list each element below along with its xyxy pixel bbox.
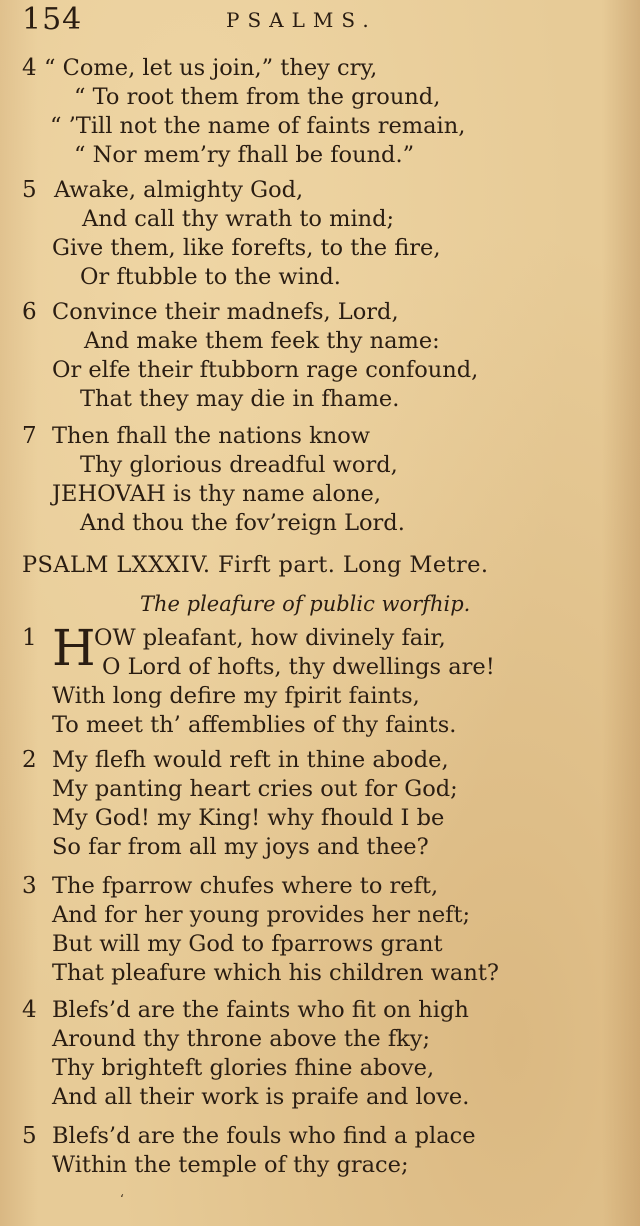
stanza-number: 5 xyxy=(22,177,37,203)
psalm-title: PSALM LXXXIV. Firft part. Long Metre. xyxy=(22,552,489,578)
verse-line: JEHOVAH is thy name alone, xyxy=(52,481,381,507)
verse-line: Or ftubble to the wind. xyxy=(80,264,341,290)
verse-line: My God! my King! why fhould I be xyxy=(52,805,445,831)
stanza-number: 4 xyxy=(22,997,37,1023)
verse-line: To meet th’ affemblies of thy faints. xyxy=(52,712,457,738)
stanza-number: 3 xyxy=(22,873,37,899)
footer-mark: ‘ xyxy=(120,1192,124,1206)
verse-line: Within the temple of thy grace; xyxy=(52,1152,409,1178)
stanza xyxy=(22,624,622,740)
stanza xyxy=(22,422,622,538)
stanza xyxy=(22,54,622,170)
psalm-subtitle: The pleafure of public worfhip. xyxy=(140,592,471,616)
drop-cap: H xyxy=(52,619,96,677)
stanza-number: 1 xyxy=(22,625,37,651)
verse-line: Give them, like forefts, to the fire, xyxy=(52,235,441,261)
stanza-number: 6 xyxy=(22,299,37,325)
verse-line: And all their work is praife and love. xyxy=(52,1084,470,1110)
stanza xyxy=(22,872,622,988)
verse-line: So far from all my joys and thee? xyxy=(52,834,429,860)
verse-line: My flefh would reft in thine abode, xyxy=(52,747,449,773)
verse-line: But will my God to fparrows grant xyxy=(52,931,443,957)
verse-line: My panting heart cries out for God; xyxy=(52,776,458,802)
verse-line: Thy brighteft glories fhine above, xyxy=(52,1055,435,1081)
verse-line: Then fhall the nations know xyxy=(52,423,371,449)
verse-line: And for her young provides her neft; xyxy=(52,902,471,928)
verse-line: The fparrow chufes where to reft, xyxy=(52,873,439,899)
verse-line: Thy glorious dreadful word, xyxy=(80,452,398,478)
verse-line: Blefs’d are the faints who fit on high xyxy=(52,997,469,1023)
verse-line: O Lord of hofts, thy dwellings are! xyxy=(102,654,495,680)
verse-line: OW pleafant, how divinely fair, xyxy=(94,625,446,651)
verse-line: And thou the fov’reign Lord. xyxy=(80,510,405,536)
stanza-number: 2 xyxy=(22,747,37,773)
verse-line: “ Come, let us join,” they cry, xyxy=(44,55,378,81)
verse-line: That they may die in fhame. xyxy=(80,386,400,412)
running-head: PSALMS. xyxy=(226,8,377,32)
page-number: 154 xyxy=(22,2,83,37)
stanza-number: 4 xyxy=(22,55,37,81)
verse-line: “ ’Till not the name of faints remain, xyxy=(50,113,466,139)
verse-line: That pleafure which his children want? xyxy=(52,960,499,986)
stanza xyxy=(22,298,622,414)
stanza xyxy=(22,746,622,862)
verse-line: Or elfe their ftubborn rage confound, xyxy=(52,357,479,383)
verse-line: Around thy throne above the fky; xyxy=(52,1026,431,1052)
verse-line: With long defire my fpirit faints, xyxy=(52,683,420,709)
verse-line: Blefs’d are the fouls who find a place xyxy=(52,1123,476,1149)
page-header xyxy=(22,0,622,40)
verse-line: Convince their madnefs, Lord, xyxy=(52,299,399,325)
verse-line: And make them feek thy name: xyxy=(84,328,440,354)
verse-line: “ To root them from the ground, xyxy=(74,84,441,110)
verse-line: And call thy wrath to mind; xyxy=(82,206,395,232)
stanza xyxy=(22,996,622,1112)
stanza-number: 5 xyxy=(22,1123,37,1149)
stanza-number: 7 xyxy=(22,423,37,449)
verse-line: “ Nor mem’ry fhall be found.” xyxy=(74,142,415,168)
stanza xyxy=(22,1122,622,1180)
stanza xyxy=(22,176,622,292)
verse-line: Awake, almighty God, xyxy=(54,177,304,203)
